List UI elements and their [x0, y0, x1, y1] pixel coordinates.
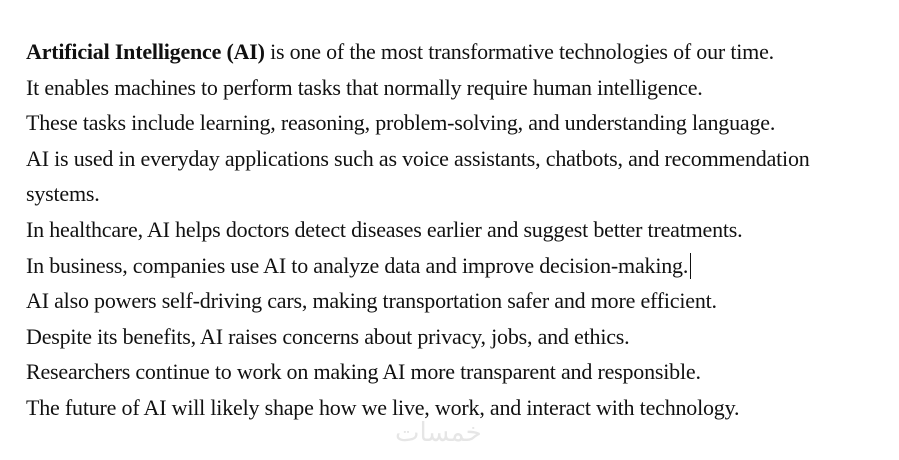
paragraph-line: Researchers continue to work on making AI more transparent and responsible. — [26, 359, 701, 385]
watermark: خمسات — [395, 418, 482, 448]
paragraph-line: AI is used in everyday applications such as voice assistants, chatbots, and recommendation systems. — [26, 145, 810, 207]
paragraph-line: AI also powers self-driving cars, making transportation safer and more efficient. — [26, 288, 717, 314]
paragraph-line: Despite its benefits, AI raises concerns about privacy, jobs, and ethics. — [26, 323, 630, 349]
paragraph-line: These tasks include learning, reasoning, problem-solving, and understanding language. — [26, 110, 776, 136]
document-body[interactable] — [26, 34, 886, 426]
text-cursor — [690, 253, 691, 279]
paragraph-line: In healthcare, AI helps doctors detect diseases earlier and suggest better treatments. — [26, 216, 743, 242]
paragraph-line — [26, 248, 886, 284]
line-text: is one of the most transformative technologies of our time. — [264, 39, 774, 64]
paragraph-line: The future of AI will likely shape how we live, work, and interact with technology. — [26, 394, 740, 420]
line-text: In business, companies use AI to analyze data and improve decision-making. — [26, 252, 689, 278]
paragraph-line — [26, 34, 886, 70]
paragraph-line: It enables machines to perform tasks that normally require human intelligence. — [26, 74, 703, 100]
bold-term: Artificial Intelligence (AI) — [26, 39, 265, 64]
